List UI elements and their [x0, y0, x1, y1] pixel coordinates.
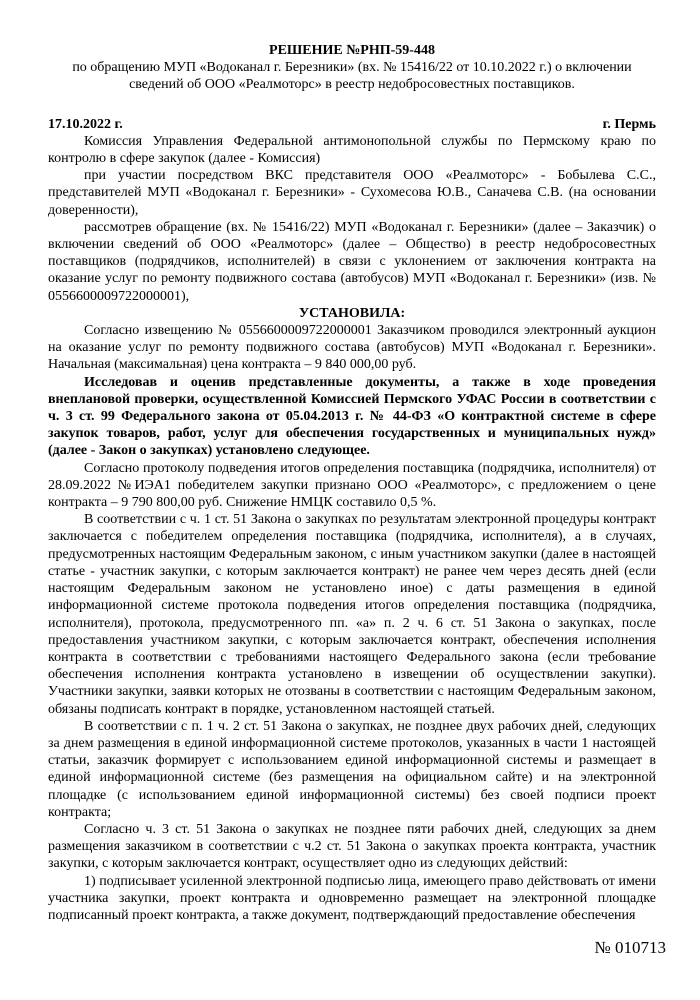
paragraph-participants: при участии посредством ВКС представителя ООО «Реалмоторс» - Бобылева С.С., представителей МУП «Водоканал г. Березники» - Сухомесова Ю.В., Саначева С.В. (на основании доверенности),: [48, 168, 656, 218]
paragraph-protocol: Согласно протоколу подведения итогов определения поставщика (подрядчика, исполнителя) от 28.09.2022 №ИЭА1 победителем закупки признано ООО «Реалмоторс», с предложением о цене контракта – 9 790 800,00 руб. Снижение НМЦК составило 0,5 %.: [48, 460, 656, 511]
paragraph-considered: рассмотрев обращение (вх. № 15416/22) МУП «Водоканал г. Березники» (далее – Заказчик) о включении сведений об ООО «Реалмоторс» (далее – Общество) в реестр недобросовестных поставщиков (подрядчиков, исполнителей) в связи с уклонением от заключения контракта на оказание услуг по ремонту подвижного состава (автобусов) МУП «Водоканал г. Березники» (изв. № 0556600009722000001),: [48, 219, 656, 304]
paragraph-notice: Согласно извещению № 0556600009722000001 Заказчиком проводился электронный аукцион на оказание услуг по ремонту подвижного состава (автобусов) МУП «Водоканал г. Березники». Начальная (максимальная) цена контракта – 9 840 000,00 руб.: [48, 323, 656, 373]
section-heading: УСТАНОВИЛА:: [298, 305, 406, 321]
paragraph-findings: Исследовав и оценив представленные документы, а также в ходе проведения внеплановой проверки, осуществленной Комиссией Пермского УФАС России в соответствии с ч. 3 ст. 99 Федерального закона от 05.04.2013 г. № 44-ФЗ «О контрактной системе в сфере закупок товаров, работ, услуг для обеспечения государственных и муниципальных нужд» (далее - Закон о закупках) установлено следующее.: [48, 374, 656, 459]
paragraph-article-51-part-2: В соответствии с п. 1 ч. 2 ст. 51 Закона о закупках, не позднее двух рабочих дней, следующих за днем размещения в единой информационной системе протоколов, указанных в части 1 настоящей статьи, заказчик формирует с использованием единой информационной системы и размещает в единой информационной системе (без размещения на официальном сайте) и на электронной площадке (с использованием единой информационной системы) без своей подписи проект контракта;: [48, 718, 656, 820]
paragraph-article-51-part-3: Согласно ч. 3 ст. 51 Закона о закупках не позднее пяти рабочих дней, следующих за днем размещения заказчиком в соответствии с ч.2 ст. 51 Закона о закупках проекта контракта, участник закупки, с которым заключается контракт, осуществляет одно из следующих действий:: [48, 821, 656, 872]
decision-date: 17.10.2022 г.: [48, 116, 123, 132]
paragraph-article-51-part-1: В соответствии с ч. 1 ст. 51 Закона о закупках по результатам электронной процедуры контракт заключается с победителем определения поставщика (подрядчика, исполнителя), а в случаях, предусмотренных настоящим Федеральным законом, с иным участником закупки (далее в настоящей статье - участник закупки, с которым заключается контракт) не ранее чем через десять дней (если настоящим Федеральным законом не установлено иное) с даты размещения в единой информационной системе протокола подведения итогов определения поставщика (подрядчика, исполнителя), протокола, предусмотренного пп. «а» п. 2 ч. 6 ст. 51 Закона о закупках, после предоставления участником закупки, с которым заключается контракт, обеспечения исполнения контракта в соответствии с требованиями настоящего Федерального закона (если требование обеспечения исполнения контракта установлено в извещении об осуществлении закупки). Участники закупки, заявки которых не отозваны в соответствии с настоящим Федеральным законом, обязаны подписать контракт в порядке, установленном настоящей статьей.: [48, 512, 656, 717]
paragraph-item-1: 1) подписывает усиленной электронной подписью лица, имеющего право действовать от имени участника закупки, проект контракта и одновременно размещает на электронной площадке подписанный проект контракта, а также документ, подтверждающий предоставление обеспечения: [48, 873, 656, 923]
decision-title: РЕШЕНИЕ №РНП-59-448: [269, 43, 435, 58]
decision-city: г. Пермь: [602, 116, 656, 132]
paragraph-commission: Комиссия Управления Федеральной антимонопольной службы по Пермскому краю по контролю в сфере закупок (далее - Комиссия): [48, 133, 656, 167]
document-number-stamp: № 010713: [594, 938, 666, 957]
date-line: [48, 116, 656, 133]
document-page: [48, 42, 656, 924]
decision-subtitle: по обращению МУП «Водоканал г. Березники» (вх. № 15416/22 от 10.10.2022 г.) о включении сведений об ООО «Реалмоторс» в реестр недобросовестных поставщиков.: [72, 60, 632, 93]
